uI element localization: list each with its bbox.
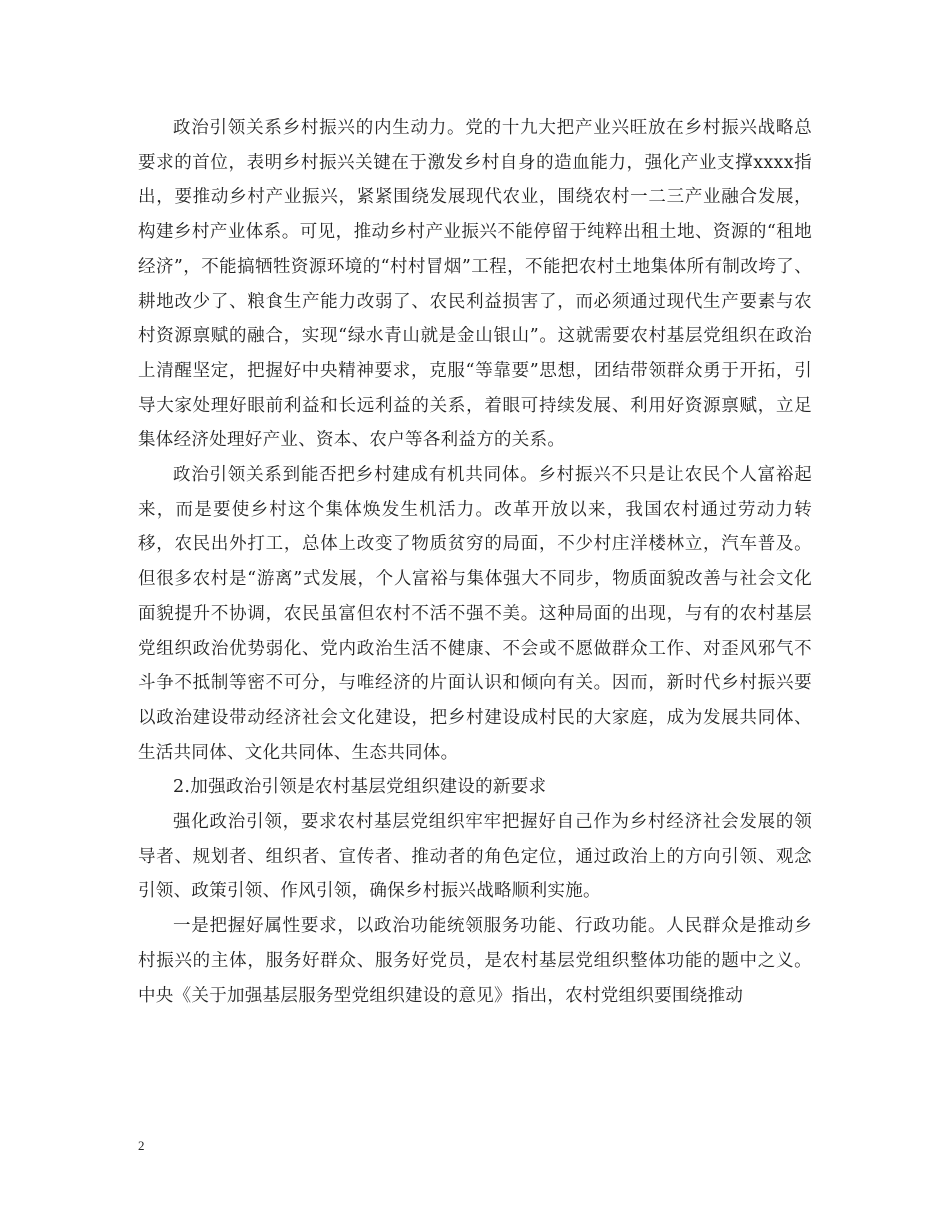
- page-number: 2: [138, 1138, 145, 1153]
- paragraph-2: 政治引领关系到能否把乡村建成有机共同体。乡村振兴不只是让农民个人富裕起来，而是要使乡村这个集体焕发生机活力。改革开放以来，我国农村通过劳动力转移，农民出外打工，总体上改变了物质贫穷的局面，不少村庄洋楼林立，汽车普及。但很多农村是“游离”式发展，个人富裕与集体强大不同步，物质面貌改善与社会文化面貌提升不协调，农民虽富但农村不活不强不美。这种局面的出现，与有的农村基层党组织政治优势弱化、党内政治生活不健康、不会或不愿做群众工作、对歪风邪气不斗争不抵制等密不可分，与唯经济的片面认识和倾向有关。因而，新时代乡村振兴要以政治建设带动经济社会文化建设，把乡村建设成村民的大家庭，成为发展共同体、生活共同体、文化共同体、生态共同体。: [138, 465, 812, 763]
- paragraph-3: 强化政治引领，要求农村基层党组织牢牢把握好自己作为乡村经济社会发展的领导者、规划者、组织者、宣传者、推动者的角色定位，通过政治上的方向引领、观念引领、政策引领、作风引领，确保乡村振兴战略顺利实施。: [138, 812, 812, 902]
- section-heading: 2.加强政治引领是农村基层党组织建设的新要求: [173, 777, 547, 798]
- paragraph-1: 政治引领关系乡村振兴的内生动力。党的十九大把产业兴旺放在乡村振兴战略总要求的首位，表明乡村振兴关键在于激发乡村自身的造血能力，强化产业支撑xxxx指出，要推动乡村产业振兴，紧紧围绕发展现代农业，围绕农村一二三产业融合发展，构建乡村产业体系。可见，推动乡村产业振兴不能停留于纯粹出租土地、资源的“租地经济”，不能搞牺牲资源环境的“村村冒烟”工程，不能把农村土地集体所有制改垮了、耕地改少了、粮食生产能力改弱了、农民利益损害了，而必须通过现代生产要素与农村资源禀赋的融合，实现“绿水青山就是金山银山”。这就需要农村基层党组织在政治上清醒坚定，把握好中央精神要求，克服“等靠要”思想，团结带领群众勇于开拓，引导大家处理好眼前利益和长远利益的关系，着眼可持续发展、利用好资源禀赋，立足集体经济处理好产业、资本、农户等各利益方的关系。: [138, 118, 812, 451]
- paragraph-4: 一是把握好属性要求，以政治功能统领服务功能、行政功能。人民群众是推动乡村振兴的主体，服务好群众、服务好党员，是农村基层党组织整体功能的题中之义。中央《关于加强基层服务型党组织建设的意见》指出，农村党组织要围绕推动: [138, 916, 812, 1006]
- document-body: [138, 111, 812, 1013]
